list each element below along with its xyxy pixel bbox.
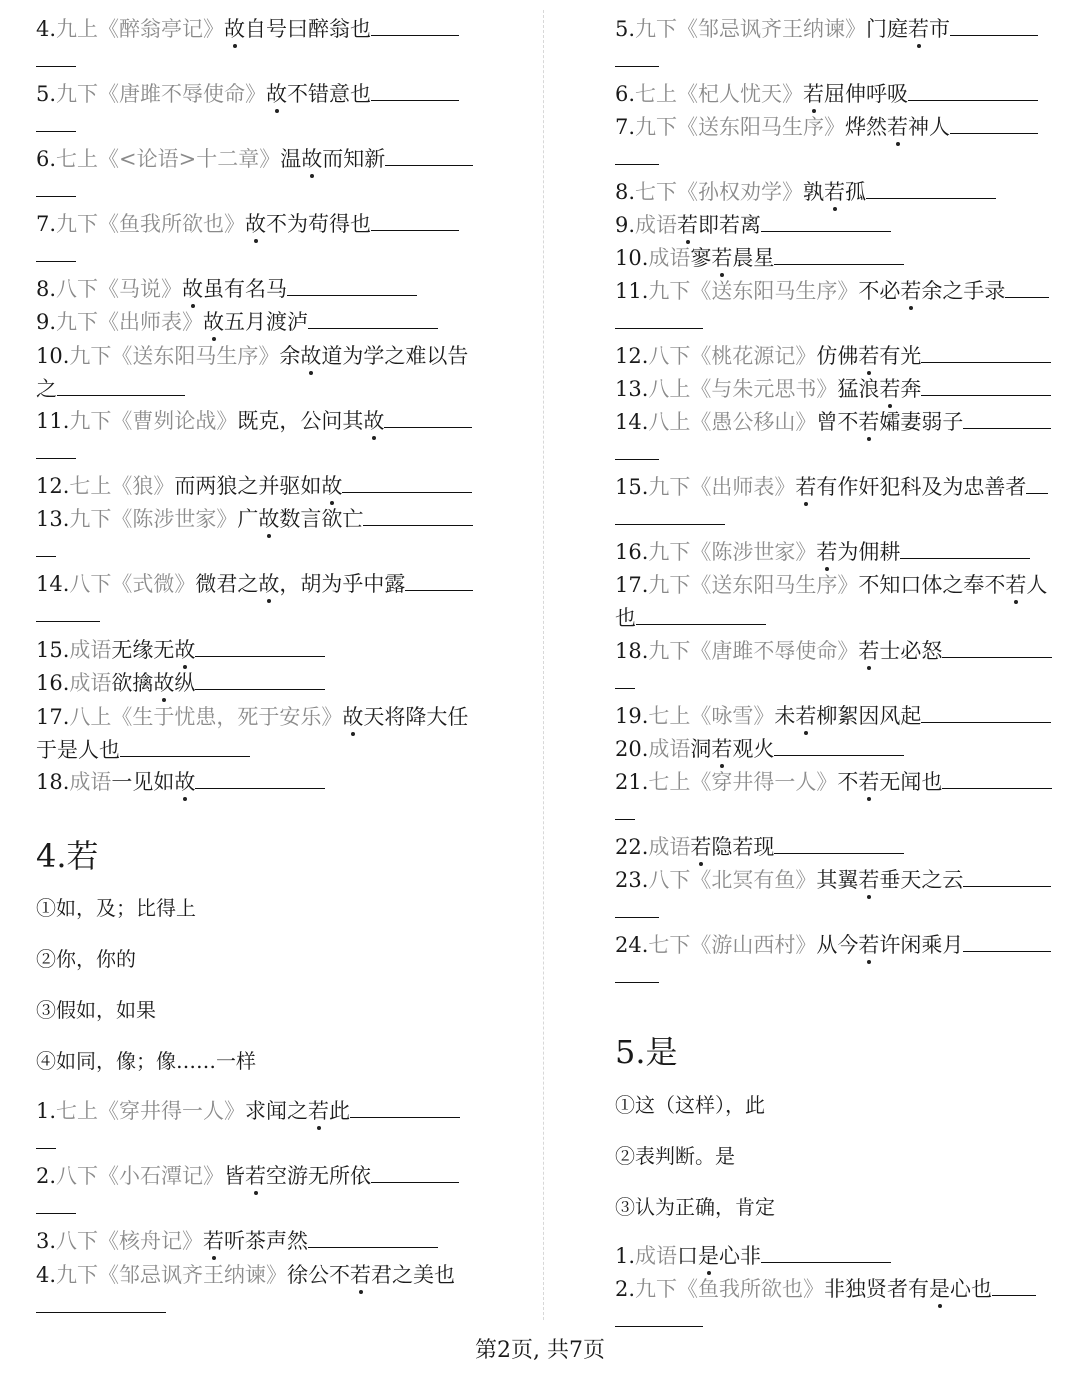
item-source: 成语: [69, 671, 112, 695]
item-number: 2.: [36, 1164, 57, 1188]
question-item: [36, 506, 473, 532]
item-stem: 温故而知新: [280, 147, 386, 171]
question-item: [36, 1163, 459, 1189]
emphasis-char: 是: [698, 1244, 720, 1268]
question-item: [36, 146, 473, 172]
item-source: 成语: [635, 213, 678, 237]
item-number: 24.: [615, 933, 649, 957]
item-number: 12.: [615, 344, 649, 368]
emphasis-char: 故: [153, 671, 175, 695]
item-stem: 求闻之若此: [245, 1099, 351, 1123]
item-source: 成语: [648, 246, 691, 270]
item-stem: 故自号曰醉翁也: [224, 17, 372, 41]
item-stem: 而两狼之并驱如故: [174, 474, 343, 498]
emphasis-char: 故: [224, 17, 246, 41]
answer-blank[interactable]: [942, 770, 1052, 789]
answer-blank[interactable]: [195, 770, 325, 789]
item-source: 九下《邹忌讽齐王纳谏》: [635, 17, 867, 41]
answer-blank[interactable]: [950, 115, 1038, 134]
emphasis-char: 故: [321, 474, 343, 498]
question-item: [615, 638, 1052, 664]
item-number: 21.: [615, 770, 649, 794]
emphasis-char: 故: [174, 770, 196, 794]
item-stem: 未若柳絮因风起: [774, 704, 922, 728]
answer-blank[interactable]: [371, 1164, 459, 1183]
item-source: 成语: [635, 1244, 678, 1268]
item-stem: 口是心非: [677, 1244, 762, 1268]
item-source: 八下《北冥有鱼》: [648, 868, 817, 892]
answer-blank-continued[interactable]: [615, 982, 659, 983]
item-stem: 故虽有名马: [182, 277, 288, 301]
column-divider: [543, 10, 544, 1320]
question-item: [615, 932, 1051, 958]
question-item: [36, 408, 472, 434]
item-source: 八下《马说》: [56, 277, 183, 301]
answer-blank[interactable]: [57, 377, 185, 396]
answer-blank[interactable]: [342, 474, 472, 493]
question-item: [615, 16, 1038, 42]
emphasis-char: 故: [182, 277, 204, 301]
question-item: [615, 376, 1051, 402]
answer-blank-continued[interactable]: [36, 196, 76, 197]
answer-blank[interactable]: [371, 82, 459, 101]
emphasis-char: 若: [795, 704, 817, 728]
answer-blank[interactable]: [774, 737, 904, 756]
answer-blank[interactable]: [371, 212, 459, 231]
item-stem: 若屈伸呼吸: [803, 82, 909, 106]
emphasis-char: 若: [711, 737, 733, 761]
item-number: 16.: [36, 671, 70, 695]
item-source: 七上《穿井得一人》: [648, 770, 838, 794]
meaning-item: ③假如，如果: [36, 998, 156, 1022]
item-stem: 广故数言欲亡: [237, 507, 364, 531]
item-stem: 洞若观火: [690, 737, 775, 761]
item-source: 九下《送东阳马生序》: [648, 279, 859, 303]
item-number: 2.: [615, 1277, 636, 1301]
answer-blank-continued[interactable]: [615, 66, 659, 67]
answer-blank[interactable]: [761, 213, 891, 232]
item-number: 1.: [615, 1244, 636, 1268]
answer-blank[interactable]: [942, 639, 1052, 658]
item-number: 15.: [36, 638, 70, 662]
item-stem: 故不错意也: [266, 82, 372, 106]
answer-blank[interactable]: [950, 17, 1038, 36]
item-stem: 其翼若垂天之云: [816, 868, 964, 892]
answer-blank-continued[interactable]: [36, 1213, 76, 1214]
question-item: [615, 867, 1051, 893]
item-stem: 猛浪若奔: [837, 377, 922, 401]
question-item: [36, 769, 325, 795]
meaning-item: ②你，你的: [36, 947, 136, 971]
emphasis-char: 若: [350, 1263, 372, 1287]
emphasis-char: 若: [1005, 573, 1027, 597]
item-number: 3.: [36, 1229, 57, 1253]
item-stem: 烨然若神人: [845, 115, 951, 139]
answer-blank[interactable]: [120, 738, 250, 757]
item-source: 成语: [69, 770, 112, 794]
answer-blank[interactable]: [363, 507, 473, 526]
item-stem: 若隐若现: [690, 835, 775, 859]
item-stem: 余故道为学之难以告: [279, 344, 469, 368]
question-item: [615, 245, 904, 271]
item-source: 九下《送东阳马生序》: [69, 344, 280, 368]
emphasis-char: 故: [258, 572, 280, 596]
answer-blank-continued[interactable]: [36, 1312, 166, 1313]
item-source: 九下《唐雎不辱使命》: [648, 639, 859, 663]
emphasis-char: 若: [711, 246, 733, 270]
item-number: 22.: [615, 835, 649, 859]
question-item: [615, 769, 1052, 795]
item-number: 10.: [36, 344, 70, 368]
meaning-item: ④如同，像；像……一样: [36, 1049, 256, 1073]
emphasis-char: 若: [690, 835, 712, 859]
item-stem-continued: 也: [615, 606, 636, 630]
answer-blank[interactable]: [405, 572, 473, 591]
item-source: 八下《小石潭记》: [56, 1164, 225, 1188]
answer-blank-continued[interactable]: [36, 1148, 56, 1149]
answer-blank-continued[interactable]: [36, 66, 76, 67]
item-source: 八下《桃花源记》: [648, 344, 817, 368]
item-stem: 仿佛若有光: [816, 344, 922, 368]
item-number: 8.: [36, 277, 57, 301]
emphasis-char: 若: [677, 213, 699, 237]
answer-blank-continued[interactable]: [36, 621, 100, 622]
item-source: 七上《穿井得一人》: [56, 1099, 246, 1123]
emphasis-char: 若: [203, 1229, 225, 1253]
page-footer: 第2页, 共7页: [475, 1338, 605, 1363]
emphasis-char: 故: [203, 310, 225, 334]
item-number: 13.: [615, 377, 649, 401]
answer-blank-continued[interactable]: [615, 328, 703, 329]
item-number: 6.: [36, 147, 57, 171]
item-number: 16.: [615, 540, 649, 564]
answer-blank-continued[interactable]: [36, 556, 56, 557]
question-item: [615, 81, 1038, 107]
question-item-continued: [615, 605, 766, 631]
question-item: [615, 409, 1051, 435]
emphasis-char: 若: [900, 279, 922, 303]
question-item: [615, 572, 1047, 598]
emphasis-char: 若: [858, 770, 880, 794]
answer-blank[interactable]: [308, 310, 438, 329]
question-item: [36, 670, 325, 696]
emphasis-char: 故: [301, 147, 323, 171]
item-stem: 曾不若孀妻弱子: [816, 410, 964, 434]
emphasis-char: 若: [858, 868, 880, 892]
item-number: 11.: [36, 409, 70, 433]
item-number: 7.: [615, 115, 636, 139]
emphasis-char: 故: [363, 409, 385, 433]
answer-blank-continued[interactable]: [36, 131, 76, 132]
item-source: 七上《<论语>十二章》: [56, 147, 281, 171]
item-number: 14.: [615, 410, 649, 434]
item-source: 八上《生于忧患，死于安乐》: [69, 705, 343, 729]
item-stem: 若即若离: [677, 213, 762, 237]
item-source: 九下《鱼我所欲也》: [635, 1277, 825, 1301]
item-stem: 不若无闻也: [837, 770, 943, 794]
answer-blank[interactable]: [385, 147, 473, 166]
item-stem: 寥若晨星: [690, 246, 775, 270]
question-item: [36, 637, 325, 663]
question-item: [36, 81, 459, 107]
item-stem: 既克，公问其故: [237, 409, 385, 433]
item-source: 八下《式微》: [69, 572, 196, 596]
emphasis-char: 故: [342, 705, 364, 729]
item-number: 18.: [615, 639, 649, 663]
question-item: [615, 1276, 1036, 1302]
item-number: 19.: [615, 704, 649, 728]
item-source: 九下《送东阳马生序》: [635, 115, 846, 139]
question-item: [615, 212, 891, 238]
answer-blank[interactable]: [908, 82, 1038, 101]
meaning-item: ①这（这样），此: [615, 1093, 765, 1117]
answer-blank-continued[interactable]: [615, 688, 635, 689]
answer-blank[interactable]: [761, 1244, 891, 1263]
emphasis-char: 故: [258, 507, 280, 531]
question-item: [36, 276, 417, 302]
emphasis-char: 若: [308, 1099, 330, 1123]
item-source: 七上《杞人忧天》: [635, 82, 804, 106]
answer-blank[interactable]: [371, 17, 459, 36]
answer-blank[interactable]: [1005, 279, 1049, 298]
item-number: 13.: [36, 507, 70, 531]
answer-blank[interactable]: [921, 344, 1051, 363]
answer-blank[interactable]: [384, 409, 472, 428]
item-source: 七上《狼》: [69, 474, 175, 498]
emphasis-char: 若: [879, 377, 901, 401]
emphasis-char: 若: [858, 639, 880, 663]
question-item: [615, 703, 1051, 729]
meaning-item: ②表判断。是: [615, 1144, 735, 1168]
emphasis-char: 故: [174, 638, 196, 662]
question-item-continued: [36, 376, 185, 402]
question-item: [36, 571, 473, 597]
item-number: 4.: [36, 17, 57, 41]
item-source: 八上《与朱元思书》: [648, 377, 838, 401]
item-number: 10.: [615, 246, 649, 270]
item-source: 成语: [69, 638, 112, 662]
item-source: 九下《曹刿论战》: [69, 409, 238, 433]
section-title: 5.是: [615, 1033, 678, 1071]
emphasis-char: 故: [266, 82, 288, 106]
item-stem: 故天将降大任: [342, 705, 469, 729]
answer-blank[interactable]: [195, 638, 325, 657]
answer-blank-continued[interactable]: [615, 459, 659, 460]
item-source: 九下《出师表》: [648, 475, 796, 499]
emphasis-char: 是: [929, 1277, 951, 1301]
item-number: 9.: [615, 213, 636, 237]
item-number: 4.: [36, 1263, 57, 1287]
item-number: 1.: [36, 1099, 57, 1123]
emphasis-char: 若: [887, 115, 909, 139]
emphasis-char: 若: [858, 933, 880, 957]
item-source: 七上《咏雪》: [648, 704, 775, 728]
question-item: [36, 16, 459, 42]
meaning-item: ①如，及；比得上: [36, 896, 196, 920]
answer-blank[interactable]: [636, 606, 766, 625]
question-item: [36, 211, 459, 237]
item-source: 九上《醉翁亭记》: [56, 17, 225, 41]
item-stem: 不必若余之手录: [858, 279, 1006, 303]
emphasis-char: 若: [908, 17, 930, 41]
answer-blank[interactable]: [774, 246, 904, 265]
item-source: 成语: [648, 737, 691, 761]
answer-blank[interactable]: [287, 277, 417, 296]
emphasis-char: 若: [858, 410, 880, 434]
item-number: 11.: [615, 279, 649, 303]
emphasis-char: 若: [816, 540, 838, 564]
meaning-item: ③认为正确，肯定: [615, 1195, 775, 1219]
question-item: [615, 834, 904, 860]
answer-blank[interactable]: [1026, 475, 1048, 494]
answer-blank[interactable]: [921, 377, 1051, 396]
item-number: 17.: [615, 573, 649, 597]
question-item: [615, 114, 1038, 140]
item-number: 12.: [36, 474, 70, 498]
question-item: [615, 1243, 891, 1269]
answer-blank[interactable]: [900, 540, 1030, 559]
item-number: 6.: [615, 82, 636, 106]
answer-blank[interactable]: [350, 1099, 460, 1118]
question-item: [36, 704, 468, 730]
answer-blank[interactable]: [963, 868, 1051, 887]
item-source: 七下《游山西村》: [648, 933, 817, 957]
answer-blank-continued[interactable]: [36, 261, 76, 262]
item-stem: 若为佣耕: [816, 540, 901, 564]
item-number: 5.: [36, 82, 57, 106]
emphasis-char: 若: [795, 475, 817, 499]
question-item: [36, 309, 438, 335]
item-stem-continued: 之: [36, 377, 57, 401]
item-stem: 若士必怒: [858, 639, 943, 663]
question-item: [615, 736, 904, 762]
answer-blank[interactable]: [963, 410, 1051, 429]
item-source: 九下《鱼我所欲也》: [56, 212, 246, 236]
answer-blank[interactable]: [921, 704, 1051, 723]
question-item-continued: [36, 737, 250, 763]
item-number: 23.: [615, 868, 649, 892]
item-stem-continued: 于是人也: [36, 738, 120, 762]
item-stem: 无缘无故: [111, 638, 196, 662]
answer-blank-continued[interactable]: [615, 524, 725, 525]
item-stem: 若听茶声然: [203, 1229, 309, 1253]
item-stem: 若有作奸犯科及为忠善者: [795, 475, 1027, 499]
answer-blank-continued[interactable]: [36, 458, 76, 459]
item-number: 15.: [615, 475, 649, 499]
question-item: [36, 1228, 438, 1254]
item-number: 14.: [36, 572, 70, 596]
emphasis-char: 故: [300, 344, 322, 368]
item-number: 8.: [615, 180, 636, 204]
item-stem: 故五月渡泸: [203, 310, 309, 334]
item-stem: 门庭若市: [866, 17, 951, 41]
question-item: [36, 343, 468, 369]
item-stem: 故不为苟得也: [245, 212, 372, 236]
item-stem: 孰若孤: [803, 180, 867, 204]
emphasis-char: 若: [245, 1164, 267, 1188]
item-stem: 从今若许闲乘月: [816, 933, 964, 957]
emphasis-char: 若: [824, 180, 846, 204]
answer-blank[interactable]: [308, 1229, 438, 1248]
question-item: [615, 474, 1048, 500]
question-item: [615, 278, 1049, 304]
answer-blank-continued[interactable]: [615, 1326, 703, 1327]
answer-blank[interactable]: [866, 180, 996, 199]
item-source: 九下《陈涉世家》: [69, 507, 238, 531]
item-source: 九下《邹忌讽齐王纳谏》: [56, 1263, 288, 1287]
answer-blank-continued[interactable]: [615, 917, 659, 918]
item-stem: 欲擒故纵: [111, 671, 196, 695]
item-stem: 非独贤者有是心也: [824, 1277, 993, 1301]
item-number: 9.: [36, 310, 57, 334]
emphasis-char: 若: [803, 82, 825, 106]
item-stem: 微君之故，胡为乎中露: [195, 572, 406, 596]
question-item: [615, 539, 1030, 565]
item-source: 成语: [648, 835, 691, 859]
answer-blank[interactable]: [774, 835, 904, 854]
item-source: 八上《愚公移山》: [648, 410, 817, 434]
answer-blank[interactable]: [195, 671, 325, 690]
item-number: 5.: [615, 17, 636, 41]
item-source: 九下《送东阳马生序》: [648, 573, 859, 597]
item-source: 七下《孙权劝学》: [635, 180, 804, 204]
item-number: 7.: [36, 212, 57, 236]
emphasis-char: 故: [245, 212, 267, 236]
emphasis-char: 若: [858, 344, 880, 368]
item-source: 九下《唐雎不辱使命》: [56, 82, 267, 106]
section-title: 4.若: [36, 837, 99, 875]
item-source: 九下《陈涉世家》: [648, 540, 817, 564]
question-item: [36, 1262, 455, 1288]
item-source: 九下《出师表》: [56, 310, 204, 334]
answer-blank[interactable]: [992, 1277, 1036, 1296]
item-stem: 皆若空游无所依: [224, 1164, 372, 1188]
question-item: [615, 179, 996, 205]
item-number: 20.: [615, 737, 649, 761]
item-source: 八下《核舟记》: [56, 1229, 204, 1253]
item-stem: 徐公不若君之美也: [287, 1263, 456, 1287]
question-item: [615, 343, 1051, 369]
item-number: 17.: [36, 705, 70, 729]
answer-blank-continued[interactable]: [615, 164, 659, 165]
question-item: [36, 473, 472, 499]
answer-blank[interactable]: [963, 933, 1051, 952]
item-stem: 不知口体之奉不若人: [858, 573, 1048, 597]
item-stem: 一见如故: [111, 770, 196, 794]
question-item: [36, 1098, 460, 1124]
answer-blank-continued[interactable]: [615, 819, 635, 820]
item-number: 18.: [36, 770, 70, 794]
